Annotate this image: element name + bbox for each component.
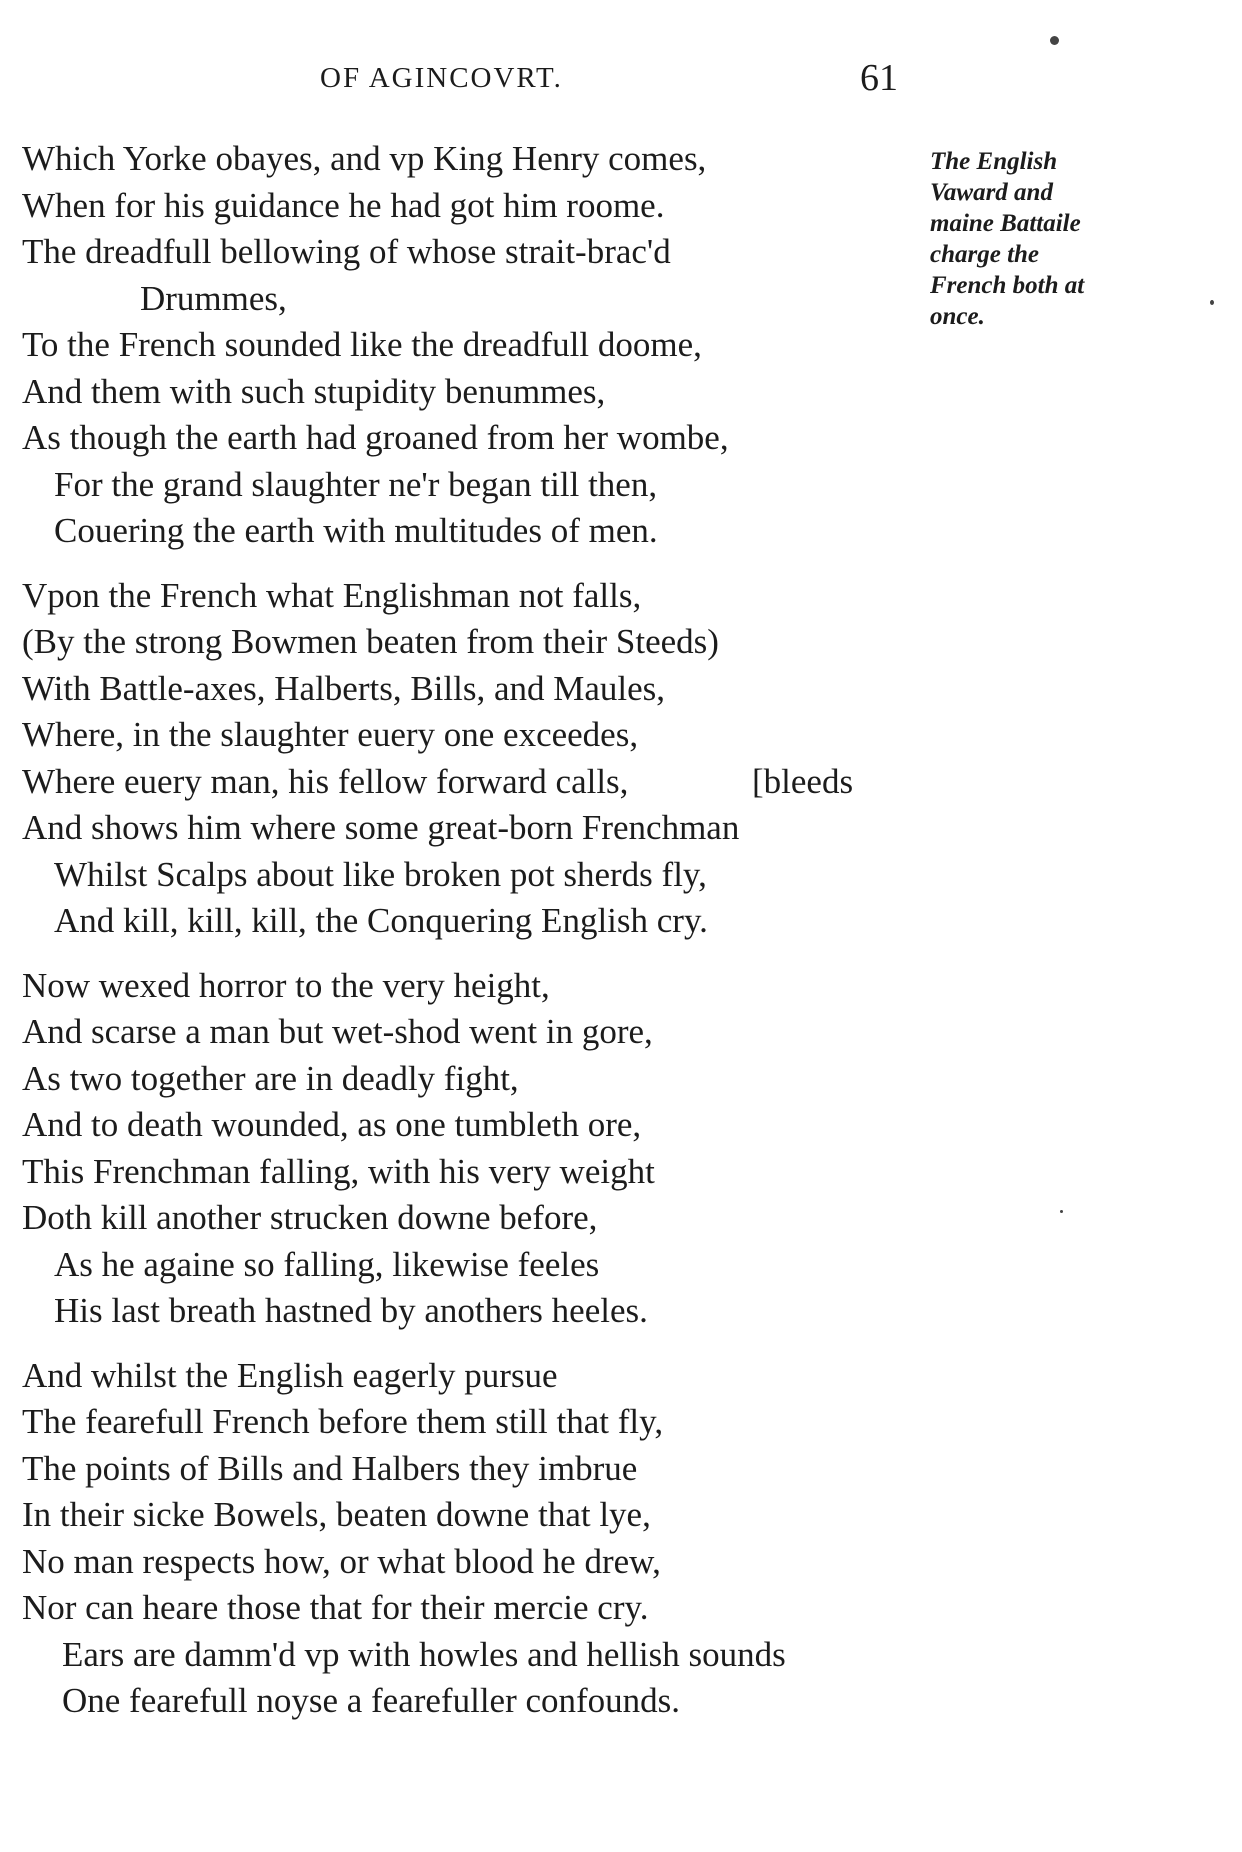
verse-line-text: Where euery man, his fellow forward calls, [22,761,629,801]
verse-line: The points of Bills and Halbers they imbrue [22,1448,638,1488]
verse-line: And scarse a man but wet-shod went in gore, [22,1012,653,1051]
verse-line-couplet: Ears are damm'd vp with howles and hellish sounds [62,1634,786,1674]
verse-line: The fearefull French before them still that fly, [22,1402,664,1441]
ink-speck [1050,36,1059,45]
verse-line: With Battle-axes, Halberts, Bills, and Maules, [22,668,666,708]
verse-line-couplet: One fearefull noyse a fearefuller confounds. [62,1681,681,1720]
verse-line: And shows him where some great-born Frenchman [22,808,740,847]
verse-line: In their sicke Bowels, beaten downe that lye, [22,1495,651,1534]
ink-speck [1210,300,1214,305]
verse-line-couplet: Couering the earth with multitudes of men. [54,511,658,550]
verse-line-couplet: And kill, kill, kill, the Conquering English cry. [54,901,708,940]
verse-line: Which Yorke obayes, and vp King Henry comes, [22,139,707,178]
verse-line-couplet: As he againe so falling, likewise feeles [54,1244,600,1284]
stanza-4 [22,1353,922,1725]
verse-turnover: Drummes, [140,278,287,318]
page-number: 61 [860,57,898,99]
verse-line: Now wexed horror to the very height, [22,965,550,1005]
verse-line: And to death wounded, as one tumbleth ore, [22,1105,642,1144]
stanza-1 [22,136,922,555]
verse-line: Vpon the French what Englishman not falls, [22,575,642,615]
margin-note-line: French both at [930,272,1085,299]
ink-speck [1060,1210,1063,1213]
margin-note-line: maine Battaile [930,210,1081,237]
verse-line: As two together are in deadly fight, [22,1058,519,1098]
verse-line: Where, in the slaughter euery one exceedes, [22,715,639,754]
verse-line: Doth kill another strucken downe before, [22,1198,598,1237]
margin-note-line: charge the [930,241,1040,268]
verse-line: Nor can heare those that for their mercie cry. [22,1588,649,1627]
verse-line: (By the strong Bowmen beaten from their Steeds) [22,622,719,661]
verse-line: This Frenchman falling, with his very weight [22,1151,655,1191]
verse-line: To the French sounded like the dreadfull doome, [22,325,702,364]
verse-line-couplet: Whilst Scalps about like broken pot sherds fly, [54,854,707,894]
verse-line: No man respects how, or what blood he drew, [22,1541,661,1581]
verse-line-couplet: His last breath hastned by anothers heeles. [54,1291,648,1330]
running-title: OF AGINCOVRT. [320,62,563,94]
margin-note-line: once. [930,303,985,330]
verse-turnup: [bleeds [752,761,854,801]
stanza-2 [22,573,922,945]
stanza-3 [22,963,922,1335]
verse-line [22,759,922,806]
verse-line: And whilst the English eagerly pursue [22,1355,558,1395]
verse-line: And them with such stupidity benummes, [22,371,606,411]
verse-line-couplet: For the grand slaughter ne'r began till then, [54,464,658,504]
verse-line: As though the earth had groaned from her wombe, [22,418,729,457]
verse-line: When for his guidance he had got him roome. [22,185,665,225]
margin-note [930,146,1150,332]
margin-note-line: The English [930,148,1058,175]
poem-text [22,136,922,1743]
margin-note-line: Vaward and [930,179,1053,206]
verse-line: The dreadfull bellowing of whose strait-brac'd [22,232,671,271]
